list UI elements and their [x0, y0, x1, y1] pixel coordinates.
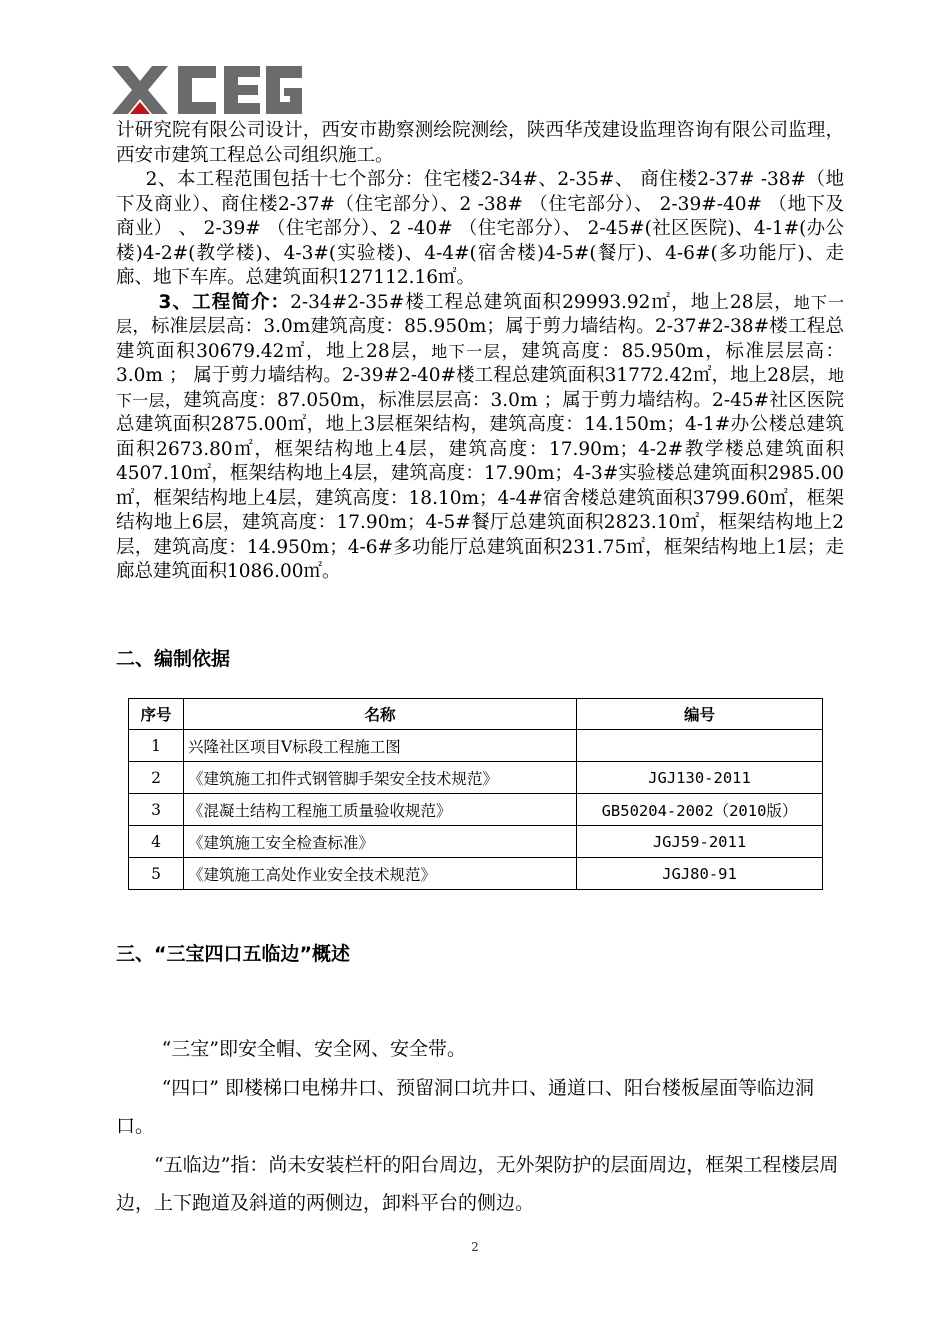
row-name: 《建筑施工扣件式钢管脚手架安全技术规范》: [184, 762, 577, 794]
summary-text-f: 地下一层: [116, 366, 844, 410]
overview-heading: 三、“三宝四口五临边”概述: [116, 943, 350, 965]
row-index: 1: [129, 730, 184, 762]
row-index: 5: [129, 858, 184, 890]
intro-paragraph-2: 2、本工程范围包括十七个部分：住宅楼2-34#、2-35#、 商住楼2-37# -38#（地下及商业）、商住楼2-37#（住宅部分）、2 -38# （住宅部分）、 2-39#-40# （地下及商业） 、 2-39# （住宅部分）、2 -40# （住宅部分）、 2-45#(社区医院)、4-1#(办公楼)4-2#(教学楼)、4-3#(实验楼)、4-4#(宿舍楼)4-5#(餐厅)、4-6#(多功能厅)、走廊、地下车库。总建筑面积127112.16㎡。: [116, 169, 844, 288]
page-number: 2: [471, 1240, 479, 1254]
table-row: [129, 858, 823, 890]
summary-text-a: 2-34#2-35#楼工程总建筑面积29993.92㎡，地上28层，: [290, 291, 794, 313]
row-name: 《混凝土结构工程施工质量验收规范》: [184, 794, 577, 826]
intro-paragraph-1: 计研究院有限公司设计，西安市勘察测绘院测绘，陕西华茂建设监理咨询有限公司监理，西安市建筑工程总公司组织施工。: [116, 120, 844, 166]
overview-four-openings: “四口” 即楼梯口电梯井口、预留洞口坑井口、通道口、阳台楼板屋面等临边洞口。: [116, 1077, 815, 1137]
row-name: 《建筑施工高处作业安全技术规范》: [184, 858, 577, 890]
header-index: 序号: [129, 699, 184, 730]
table-row: [129, 762, 823, 794]
summary-text-b: 地下一层: [116, 292, 844, 336]
row-code: GB50204-2002（2010版）: [577, 794, 823, 826]
row-index: 3: [129, 794, 184, 826]
overview-five-edges: “五临边”指：尚未安装栏杆的阳台周边，无外架防护的层面周边，框架工程楼层周边，上下跑道及斜道的两侧边，卸料平台的侧边。: [116, 1154, 839, 1214]
row-code: JGJ80-91: [577, 858, 823, 890]
company-logo: [112, 66, 302, 114]
row-code: JGJ59-2011: [577, 826, 823, 858]
table-row: [129, 826, 823, 858]
row-index: 4: [129, 826, 184, 858]
row-index: 2: [129, 762, 184, 794]
summary-text-d: 地下一层: [431, 341, 502, 361]
header-code: 编号: [577, 699, 823, 730]
intro-section: [116, 119, 844, 585]
intro-paragraph-3: [116, 291, 844, 585]
summary-text-e: ，建筑高度：85.950m，标准层层高： 3.0m ； 属于剪力墙结构。2-39#2-40#楼工程总建筑面积31772.42㎡，地上28层，: [116, 340, 844, 386]
row-code: [577, 730, 823, 762]
row-code: JGJ130-2011: [577, 762, 823, 794]
summary-text-c: ，标准层层高：3.0m建筑高度：85.950m；属于剪力墙结构。2-37#2-38#楼工程总建筑面积30679.42㎡，地上28层，: [116, 316, 844, 362]
table-header-row: [129, 699, 823, 730]
basis-heading: 二、编制依据: [116, 648, 231, 670]
summary-text-g: ，建筑高度：87.050m，标准层层高：3.0m ；属于剪力墙结构。2-45#社区医院总建筑面积2875.00㎡，地上3层框架结构，建筑高度：14.150m；4-1#办公楼总建筑面积2673.80㎡，框架结构地上4层，建筑高度：17.90m；4-2#教学楼总建筑面积4507.10㎡，框架结构地上4层，建筑高度：17.90m；4-3#实验楼总建筑面积2985.00㎡，框架结构地上4层，建筑高度：18.10m；4-4#宿舍楼总建筑面积3799.60㎡，框架结构地上6层，建筑高度：17.90m；4-5#餐厅总建筑面积2823.10㎡，框架结构地上2层，建筑高度：14.950m；4-6#多功能厅总建筑面积231.75㎡，框架结构地上1层；走廊总建筑面积1086.00㎡。: [116, 389, 844, 582]
row-name: 《建筑施工安全检查标准》: [184, 826, 577, 858]
table-row: [129, 794, 823, 826]
row-name: 兴隆社区项目Ⅴ标段工程施工图: [184, 730, 577, 762]
table-row: [129, 730, 823, 762]
project-summary-label: 3、工程简介：: [158, 291, 291, 313]
xceg-logo-icon: [112, 66, 302, 114]
header-name: 名称: [184, 699, 577, 730]
overview-three-treasures: “三宝”即安全帽、安全网、安全带。: [161, 1038, 467, 1060]
basis-table: [128, 698, 823, 890]
